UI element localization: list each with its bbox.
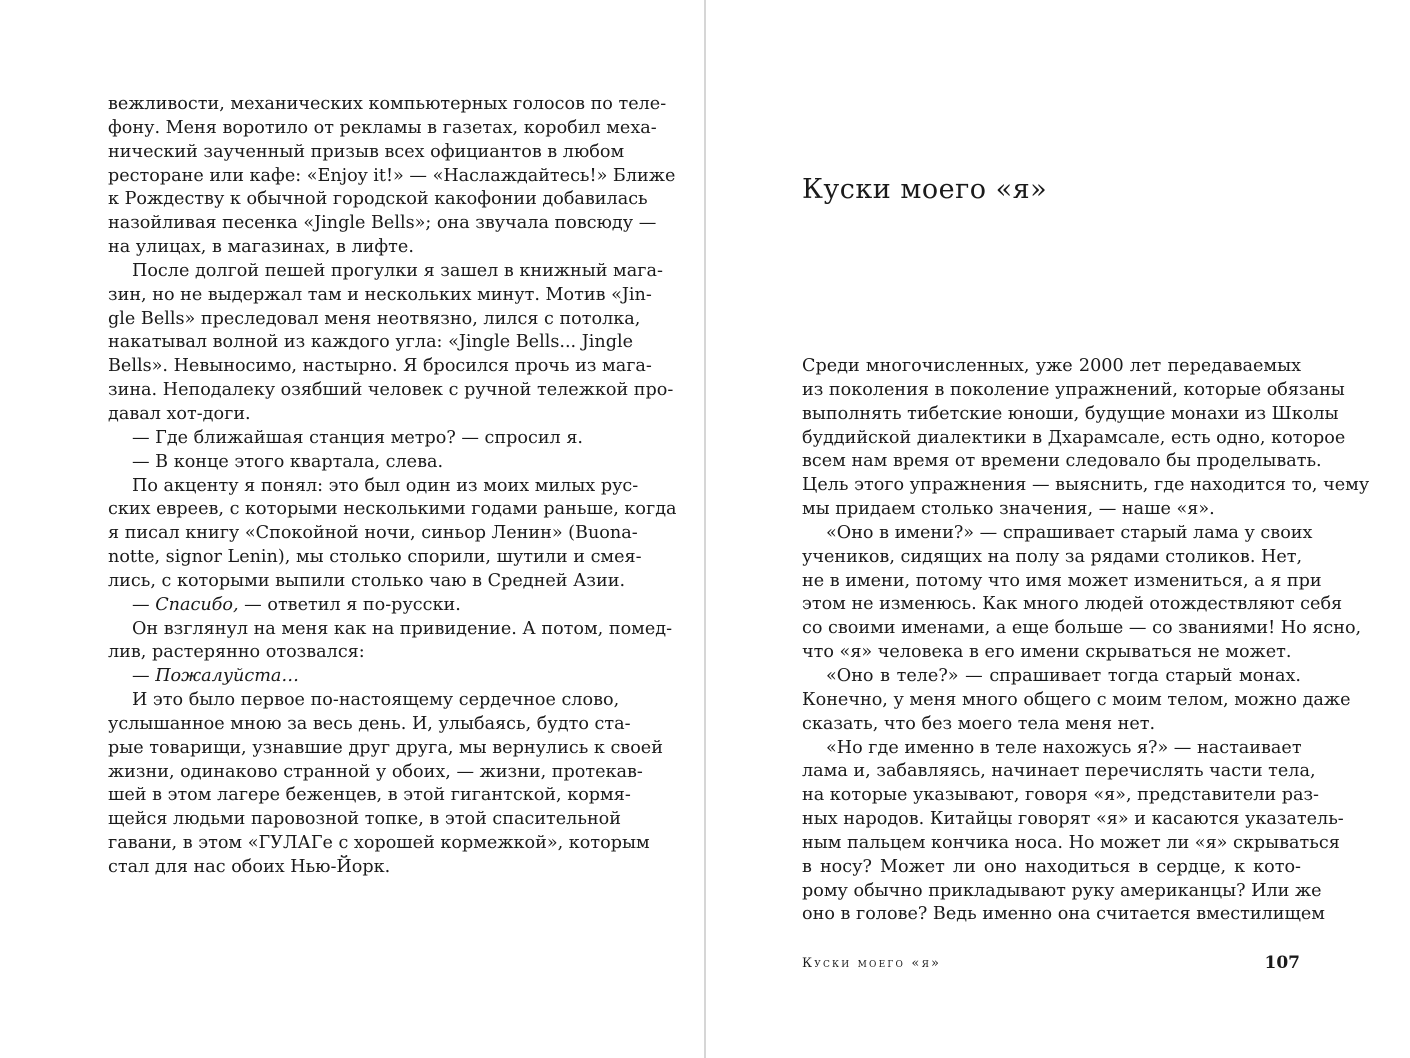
text-line: По акценту я понял: это был один из моих милых рус- — [132, 475, 639, 496]
text-line: вежливости, механических компьютерных голосов по теле- — [108, 94, 667, 114]
text-line: — Пожалуйста… — [132, 666, 299, 687]
text-line: ресторане или кафе: «Enjoy it!» — «Наслаждайтесь!» Ближе — [108, 165, 676, 186]
text-line: ным пальцем кончика носа. Но может ли «я» скрываться — [802, 832, 1340, 853]
text-line: лама и, забавляясь, начинает перечислять части тела, — [802, 761, 1316, 782]
text-line: назойливая песенка «Jingle Bells»; она звучала повсюду — — [108, 213, 657, 234]
page-number: 107 — [1264, 953, 1300, 973]
text-line: «Но где именно в теле нахожусь я?» — настаивает — [826, 737, 1302, 758]
text-line: всем нам время от времени следовало бы проделывать. — [802, 451, 1322, 472]
text-line: не в имени, потому что имя может измениться, а я при — [802, 570, 1322, 591]
text-line: лив, растерянно отозвался: — [108, 642, 365, 663]
text-line: notte, signor Lenin), мы столько спорили, шутили и смея- — [108, 547, 642, 568]
text-line: gle Bells» преследовал меня неотвязно, лился с потолка, — [108, 308, 641, 329]
running-head: Куски моего «я» — [802, 956, 942, 971]
text-line: Конечно, у меня много общего с моим телом, можно даже — [802, 689, 1351, 710]
text-line: щейся людьми паровозной топке, в этой спасительной — [108, 809, 621, 830]
right-page-body-text — [802, 355, 1370, 927]
text-line: что «я» человека в его имени скрываться не может. — [802, 642, 1292, 663]
text-line: рые товарищи, узнавшие друг друга, мы вернулись к своей — [108, 737, 663, 758]
text-line: сказать, что без моего тела меня нет. — [802, 713, 1156, 734]
text-line: учеников, сидящих на полу за рядами столиков. Нет, — [802, 546, 1303, 567]
text-line: я писал книгу «Спокойной ночи, синьор Ленин» (Buona- — [108, 523, 638, 544]
right-page — [706, 0, 1410, 1058]
text-line: мы придаем столько значения, — наше «я». — [802, 499, 1215, 520]
text-line: оно в голове? Ведь именно она считается вместилищем — [802, 904, 1325, 925]
text-line: накатывал волной из каждого угла: «Jingle Bells... Jingle — [108, 332, 634, 353]
text-line: Цель этого упражнения — выяснить, где находится то, чему — [802, 475, 1370, 496]
text-line: гавани, в этом «ГУЛАГе с хорошей кормежкой», которым — [108, 833, 650, 854]
text-line: со своими именами, а еще больше — со званиями! Но ясно, — [802, 618, 1362, 639]
text-line: нический заученный призыв всех официантов в любом — [108, 141, 625, 162]
text-line: После долгой пешей прогулки я зашел в книжный мага- — [132, 260, 663, 281]
left-page-body-text — [108, 93, 677, 880]
left-page — [0, 0, 704, 1058]
text-line: на которые указывают, говоря «я», представители раз- — [802, 785, 1320, 806]
text-line: стал для нас обоих Нью-Йорк. — [108, 857, 391, 877]
text-line: ских евреев, с которыми несколькими годами раньше, когда — [108, 499, 677, 520]
text-line: Он взглянул на меня как на привидение. А потом, помед- — [132, 618, 673, 639]
text-line: давал хот-доги. — [108, 403, 251, 424]
text-line: Среди многочисленных, уже 2000 лет передаваемых — [802, 356, 1301, 376]
text-line: зина. Неподалеку озябший человек с ручной тележкой про- — [108, 380, 674, 401]
text-line: Bells». Невыносимо, настырно. Я бросился прочь из мага- — [108, 356, 652, 377]
text-line: фону. Меня воротило от рекламы в газетах, коробил меха- — [108, 117, 657, 138]
text-line: — В конце этого квартала, слева. — [132, 451, 444, 472]
text-line: на улицах, в магазинах, в лифте. — [108, 237, 414, 258]
text-line: зин, но не выдержал там и нескольких минут. Мотив «Jin- — [108, 284, 652, 305]
text-line: шей в этом лагере беженцев, в этой гигантской, кормя- — [108, 785, 631, 806]
text-line: «Оно в теле?» — спрашивает тогда старый монах. — [826, 665, 1301, 686]
chapter-title: Куски моего «я» — [802, 174, 1048, 205]
text-line: услышанное мною за весь день. И, улыбаясь, будто ста- — [108, 713, 631, 734]
text-line: лись, с которыми выпили столько чаю в Средней Азии. — [108, 570, 626, 591]
text-line: «Оно в имени?» — спрашивает старый лама у своих — [826, 522, 1313, 543]
text-line: жизни, одинаково странной у обоих, — жизни, протекав- — [108, 761, 643, 782]
text-line: ных народов. Китайцы говорят «я» и касаются указатель- — [802, 809, 1344, 830]
text-line: из поколения в поколение упражнений, которые обязаны — [802, 379, 1345, 400]
text-line: в носу? Может ли оно находиться в сердце, к кото- — [802, 856, 1301, 877]
text-line: этом не изменюсь. Как много людей отождествляют себя — [802, 594, 1343, 615]
text-line: И это было первое по-настоящему сердечное слово, — [132, 690, 620, 711]
text-line: выполнять тибетские юноши, будущие монахи из Школы — [802, 403, 1339, 424]
text-line: — Спасибо, — ответил я по-русски. — [132, 594, 461, 615]
text-line: — Где ближайшая станция метро? — спросил я. — [132, 427, 584, 448]
text-line: рому обычно прикладывают руку американцы? Или же — [802, 880, 1322, 901]
text-line: к Рождеству к обычной городской какофонии добавилась — [108, 189, 648, 210]
text-line: буддийской диалектики в Дхарамсале, есть одно, которое — [802, 427, 1346, 448]
